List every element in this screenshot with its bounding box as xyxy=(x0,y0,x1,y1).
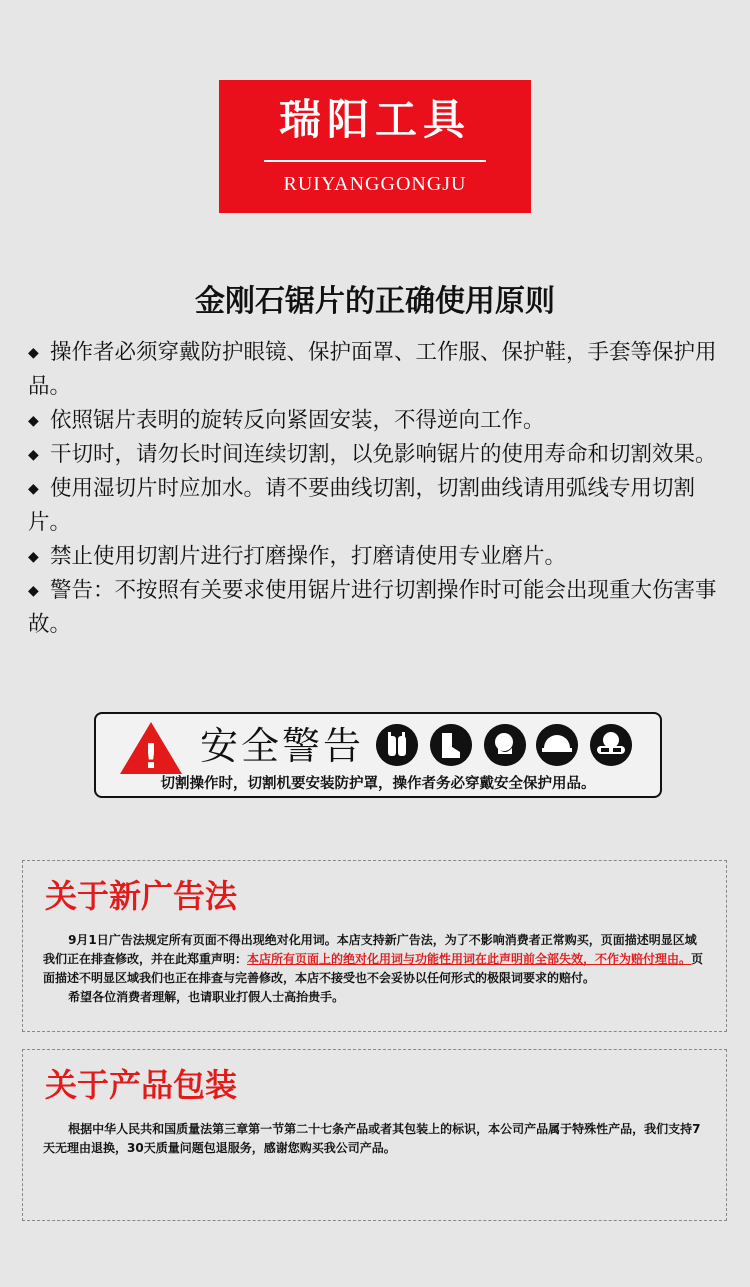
diamond-bullet-icon: ◆ xyxy=(28,413,39,429)
page-title: 金刚石锯片的正确使用原则 xyxy=(195,284,555,319)
brand-divider xyxy=(264,160,486,162)
brand-subtitle: RUIYANGGONGJU xyxy=(283,173,467,195)
rule-item: ◆ 操作者必须穿戴防护眼镜、保护面罩、工作服、保护鞋，手套等保护用品。 xyxy=(28,336,718,404)
brand-logo xyxy=(219,80,531,213)
ad-law-title: 关于新广告法 xyxy=(45,877,238,915)
rule-item: ◆ 依照锯片表明的旋转反向紧固安装，不得逆向工作。 xyxy=(28,404,718,438)
ad-law-notice xyxy=(22,860,727,1032)
diamond-bullet-icon: ◆ xyxy=(28,447,39,463)
ad-law-body xyxy=(43,931,707,1007)
warning-triangle-icon xyxy=(118,720,184,776)
warning-note: 切割操作时，切割机要安装防护罩，操作者务必穿戴安全保护用品。 xyxy=(160,776,596,792)
boots-icon xyxy=(430,724,472,766)
packaging-paragraph: 根据中华人民共和国质量法第三章第一节第二十七条产品或者其包装上的标识，本公司产品属于特殊性产品，我们支持7天无理由退换，30天质量问题包退服务，感谢您购买我公司产品。 xyxy=(43,1122,701,1155)
diamond-bullet-icon: ◆ xyxy=(28,345,39,361)
helmet-icon xyxy=(536,724,578,766)
rule-item: ◆ 使用湿切片时应加水。请不要曲线切割，切割曲线请用弧线专用切割片。 xyxy=(28,472,718,540)
rules-list xyxy=(28,336,718,642)
diamond-bullet-icon: ◆ xyxy=(28,549,39,565)
diamond-bullet-icon: ◆ xyxy=(28,583,39,599)
ad-law-paragraph: 9月1日广告法规定所有页面不得出现绝对化用词。本店支持新广告法，为了不影响消费者正常购买，页面描述明显区域我们正在排查修改，并在此郑重声明：本店所有页面上的绝对化用词与功能性用词在此声明前全部失效，不作为赔付理由。页面描述不明显区域我们也正在排查与完善修改，本店不接受也不会妥协以任何形式的极限词要求的赔付。 xyxy=(43,933,704,985)
rule-item: ◆ 禁止使用切割片进行打磨操作，打磨请使用专业磨片。 xyxy=(28,540,718,574)
packaging-notice xyxy=(22,1049,727,1221)
disclaimer-highlight: 本店所有页面上的绝对化用词与功能性用词在此声明前全部失效，不作为赔付理由。 xyxy=(247,952,692,966)
gloves-icon xyxy=(376,724,418,766)
svg-text:!: ! xyxy=(143,737,159,776)
warning-title: 安全警告 xyxy=(200,724,365,768)
packaging-body xyxy=(43,1120,707,1158)
rule-item: ◆ 警告：不按照有关要求使用锯片进行切割操作时可能会出现重大伤害事故。 xyxy=(28,574,718,642)
ad-law-paragraph: 希望各位消费者理解，也请职业打假人士高抬贵手。 xyxy=(68,990,345,1004)
brand-title: 瑞阳工具 xyxy=(278,95,471,144)
goggles-icon xyxy=(590,724,632,766)
packaging-title: 关于产品包装 xyxy=(45,1066,238,1104)
rule-item: ◆ 干切时，请勿长时间连续切割，以免影响锯片的使用寿命和切割效果。 xyxy=(28,438,718,472)
safety-warning-panel xyxy=(94,712,662,798)
diamond-bullet-icon: ◆ xyxy=(28,481,39,497)
mask-icon xyxy=(484,724,526,766)
